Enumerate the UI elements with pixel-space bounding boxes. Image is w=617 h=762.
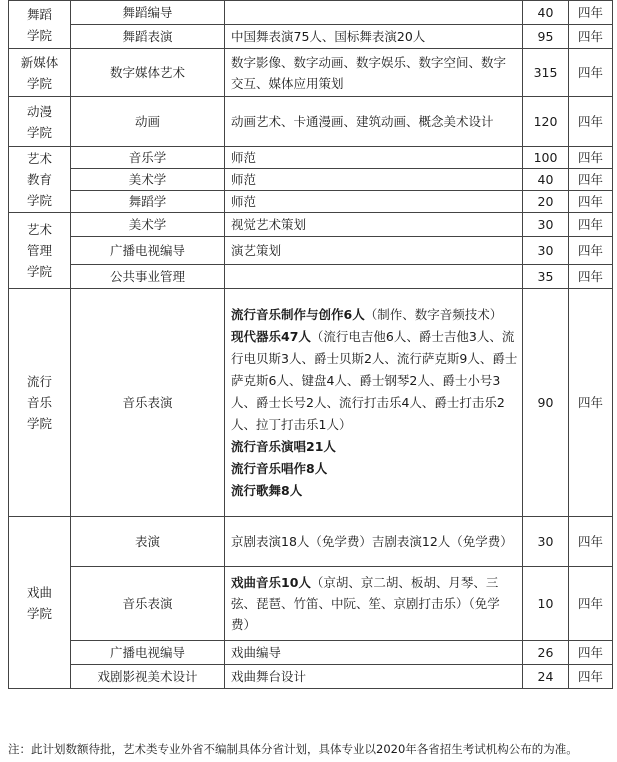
count-cell: 24 xyxy=(523,665,569,689)
college-cell xyxy=(9,147,71,213)
count-cell: 26 xyxy=(523,641,569,665)
detail-bold: 流行音乐制作与创作6人 xyxy=(231,306,365,322)
major-cell: 舞蹈表演 xyxy=(71,25,225,49)
years-cell: 四年 xyxy=(569,567,613,641)
college-name-line: 学院 xyxy=(26,193,52,208)
count-cell: 90 xyxy=(523,289,569,517)
years-cell: 四年 xyxy=(569,97,613,147)
college-name-line: 学院 xyxy=(26,264,52,279)
footnote: 注：此计划数额待批，艺术类专业外省不编制具体分省计划，具体专业以2020年各省招生考试机构公布的为准。 xyxy=(8,742,578,756)
years-cell: 四年 xyxy=(569,641,613,665)
years-cell: 四年 xyxy=(569,147,613,169)
major-cell: 舞蹈编导 xyxy=(71,1,225,25)
years-cell: 四年 xyxy=(569,25,613,49)
detail-text: （制作、数字音频技术） xyxy=(364,306,503,322)
college-name-line: 音乐 xyxy=(26,395,52,410)
count-cell: 10 xyxy=(523,567,569,641)
major-cell: 音乐表演 xyxy=(71,289,225,517)
count-cell: 30 xyxy=(523,213,569,237)
college-name-line: 艺术 xyxy=(26,222,52,237)
college-name-line: 艺术 xyxy=(26,151,52,166)
college-name-line: 学院 xyxy=(26,124,52,140)
count-cell: 30 xyxy=(523,237,569,265)
count-cell: 95 xyxy=(523,25,569,49)
detail-text: （京胡、京二胡、板胡、月琴、三弦、琵琶、竹笛、中阮、笙、京剧打击乐）（免学费） xyxy=(231,575,500,632)
college-name-line: 流行 xyxy=(26,374,52,389)
years-cell: 四年 xyxy=(569,191,613,213)
detail-cell: 中国舞表演75人、国标舞表演20人 xyxy=(225,25,523,49)
major-cell: 美术学 xyxy=(71,169,225,191)
years-cell: 四年 xyxy=(569,169,613,191)
enrollment-table xyxy=(8,0,613,689)
years-cell: 四年 xyxy=(569,237,613,265)
major-cell: 公共事业管理 xyxy=(71,265,225,289)
college-name-line: 教育 xyxy=(26,172,52,187)
count-cell: 30 xyxy=(523,517,569,567)
count-cell: 120 xyxy=(523,97,569,147)
detail-cell xyxy=(225,1,523,25)
major-cell: 动画 xyxy=(71,97,225,147)
years-cell: 四年 xyxy=(569,517,613,567)
college-name-line: 管理 xyxy=(26,243,52,258)
major-cell: 广播电视编导 xyxy=(71,641,225,665)
college-cell xyxy=(9,1,71,49)
years-cell: 四年 xyxy=(569,213,613,237)
college-cell xyxy=(9,97,71,147)
major-cell: 舞蹈学 xyxy=(71,191,225,213)
college-name-line: 学院 xyxy=(26,605,52,621)
detail-bold: 现代器乐47人 xyxy=(231,328,311,344)
major-cell: 音乐学 xyxy=(71,147,225,169)
detail-cell: 师范 xyxy=(225,147,523,169)
detail-cell: 戏曲舞台设计 xyxy=(225,665,523,689)
college-cell xyxy=(9,517,71,689)
major-cell: 广播电视编导 xyxy=(71,237,225,265)
detail-bold: 流行歌舞8人 xyxy=(231,482,303,498)
count-cell: 100 xyxy=(523,147,569,169)
count-cell: 40 xyxy=(523,1,569,25)
detail-cell: 京剧表演18人（免学费）吉剧表演12人（免学费） xyxy=(225,517,523,567)
count-cell: 35 xyxy=(523,265,569,289)
major-cell: 表演 xyxy=(71,517,225,567)
college-name-line: 学院 xyxy=(26,27,52,43)
detail-cell xyxy=(225,289,523,517)
college-name-line: 学院 xyxy=(26,75,52,91)
college-cell xyxy=(9,49,71,97)
college-name-line: 学院 xyxy=(26,416,52,431)
years-cell: 四年 xyxy=(569,665,613,689)
count-cell: 20 xyxy=(523,191,569,213)
detail-text: （流行电吉他6人、爵士吉他3人、流行电贝斯3人、爵士贝斯2人、流行萨克斯9人、爵士萨克斯6人、键盘4人、爵士钢琴2人、爵士小号3人、爵士长号2人、流行打击乐4人、爵士打击乐2人、拉丁打击乐1人） xyxy=(231,328,518,432)
college-cell xyxy=(9,213,71,289)
major-cell: 数字媒体艺术 xyxy=(71,49,225,97)
college-name-line: 动漫 xyxy=(26,103,52,119)
detail-cell: 师范 xyxy=(225,191,523,213)
college-name-line: 舞蹈 xyxy=(26,6,52,22)
years-cell: 四年 xyxy=(569,265,613,289)
college-cell xyxy=(9,289,71,517)
detail-bold: 流行音乐唱作8人 xyxy=(231,460,328,476)
major-cell: 美术学 xyxy=(71,213,225,237)
detail-cell: 演艺策划 xyxy=(225,237,523,265)
college-name-line: 戏曲 xyxy=(26,584,52,600)
detail-cell: 数字影像、数字动画、数字娱乐、数字空间、数字交互、媒体应用策划 xyxy=(225,49,523,97)
years-cell: 四年 xyxy=(569,289,613,517)
detail-cell: 动画艺术、卡通漫画、建筑动画、概念美术设计 xyxy=(225,97,523,147)
detail-bold: 戏曲音乐10人 xyxy=(231,575,311,590)
detail-cell: 戏曲编导 xyxy=(225,641,523,665)
major-cell: 戏剧影视美术设计 xyxy=(71,665,225,689)
detail-bold: 流行音乐演唱21人 xyxy=(231,438,336,454)
count-cell: 315 xyxy=(523,49,569,97)
detail-cell xyxy=(225,567,523,641)
count-cell: 40 xyxy=(523,169,569,191)
major-cell: 音乐表演 xyxy=(71,567,225,641)
years-cell: 四年 xyxy=(569,1,613,25)
years-cell: 四年 xyxy=(569,49,613,97)
college-name-line: 新媒体 xyxy=(20,54,59,70)
detail-cell xyxy=(225,265,523,289)
detail-cell: 视觉艺术策划 xyxy=(225,213,523,237)
detail-cell: 师范 xyxy=(225,169,523,191)
